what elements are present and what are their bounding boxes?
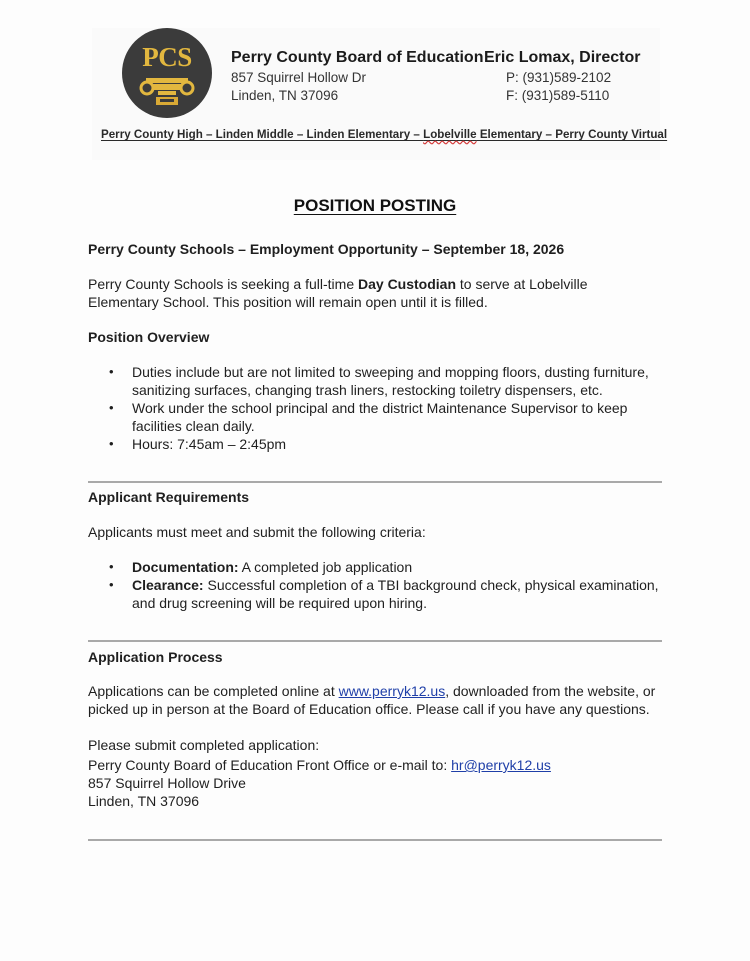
intro-paragraph: Perry County Schools is seeking a full-time Day Custodian to serve at Lobelville Elementary School. This position will remain open until it is filled.	[88, 276, 588, 310]
director-name: Eric Lomax, Director	[484, 49, 641, 66]
list-item: • Hours: 7:45am – 2:45pm	[88, 435, 662, 453]
column-capital-icon	[122, 28, 212, 118]
org-name: Perry County Board of Education	[231, 49, 484, 66]
website-link[interactable]: www.perryk12.us	[338, 683, 446, 699]
list-item: • Work under the school principal and the district Maintenance Supervisor to keep facilities clean daily.	[88, 399, 662, 435]
submit-label: Please submit completed application:	[88, 737, 320, 753]
section-divider	[88, 481, 662, 483]
submit-to-line: Perry County Board of Education Front Office or e-mail to: hr@perryk12.us	[88, 757, 551, 773]
schools-list: Perry County High – Linden Middle – Linden Elementary – Lobelville Elementary – Perry County Virtual	[101, 128, 668, 141]
list-item: • Clearance: Successful completion of a TBI background check, physical examination, and drug screening will be required upon hiring.	[88, 576, 662, 612]
requirements-list	[88, 558, 662, 612]
application-process-paragraph: Applications can be completed online at www.perryk12.us, downloaded from the website, or picked up in person at the Board of Education office. Please call if you have any questions.	[88, 683, 656, 717]
pcs-logo	[122, 28, 212, 118]
page-title: POSITION POSTING	[293, 196, 457, 215]
section-divider	[88, 640, 662, 642]
email-link[interactable]: hr@perryk12.us	[451, 757, 551, 773]
posting-subheading: Perry County Schools – Employment Opportunity – September 18, 2026	[88, 241, 565, 257]
position-overview-heading: Position Overview	[88, 329, 210, 345]
position-overview-list	[88, 363, 662, 453]
address-line-1: 857 Squirrel Hollow Dr	[231, 70, 367, 85]
spellcheck-word: Lobelville	[423, 128, 477, 141]
position-title: Day Custodian	[358, 276, 457, 292]
address-line-2: Linden, TN 37096	[231, 88, 339, 103]
logo-text: PCS	[142, 42, 192, 72]
applicant-requirements-heading: Applicant Requirements	[88, 489, 250, 505]
street-address: 857 Squirrel Hollow Drive	[88, 775, 246, 791]
list-item: • Documentation: A completed job application	[88, 558, 662, 576]
application-process-heading: Application Process	[88, 649, 223, 665]
section-divider	[88, 839, 662, 841]
requirements-intro: Applicants must meet and submit the following criteria:	[88, 524, 426, 540]
city-address: Linden, TN 37096	[88, 793, 200, 809]
phone-number: P: (931)589-2102	[506, 70, 612, 85]
fax-number: F: (931)589-5110	[506, 88, 610, 103]
list-item: • Duties include but are not limited to sweeping and mopping floors, dusting furniture, sanitizing surfaces, changing trash liners, restocking toiletry dispensers, etc.	[88, 363, 662, 399]
